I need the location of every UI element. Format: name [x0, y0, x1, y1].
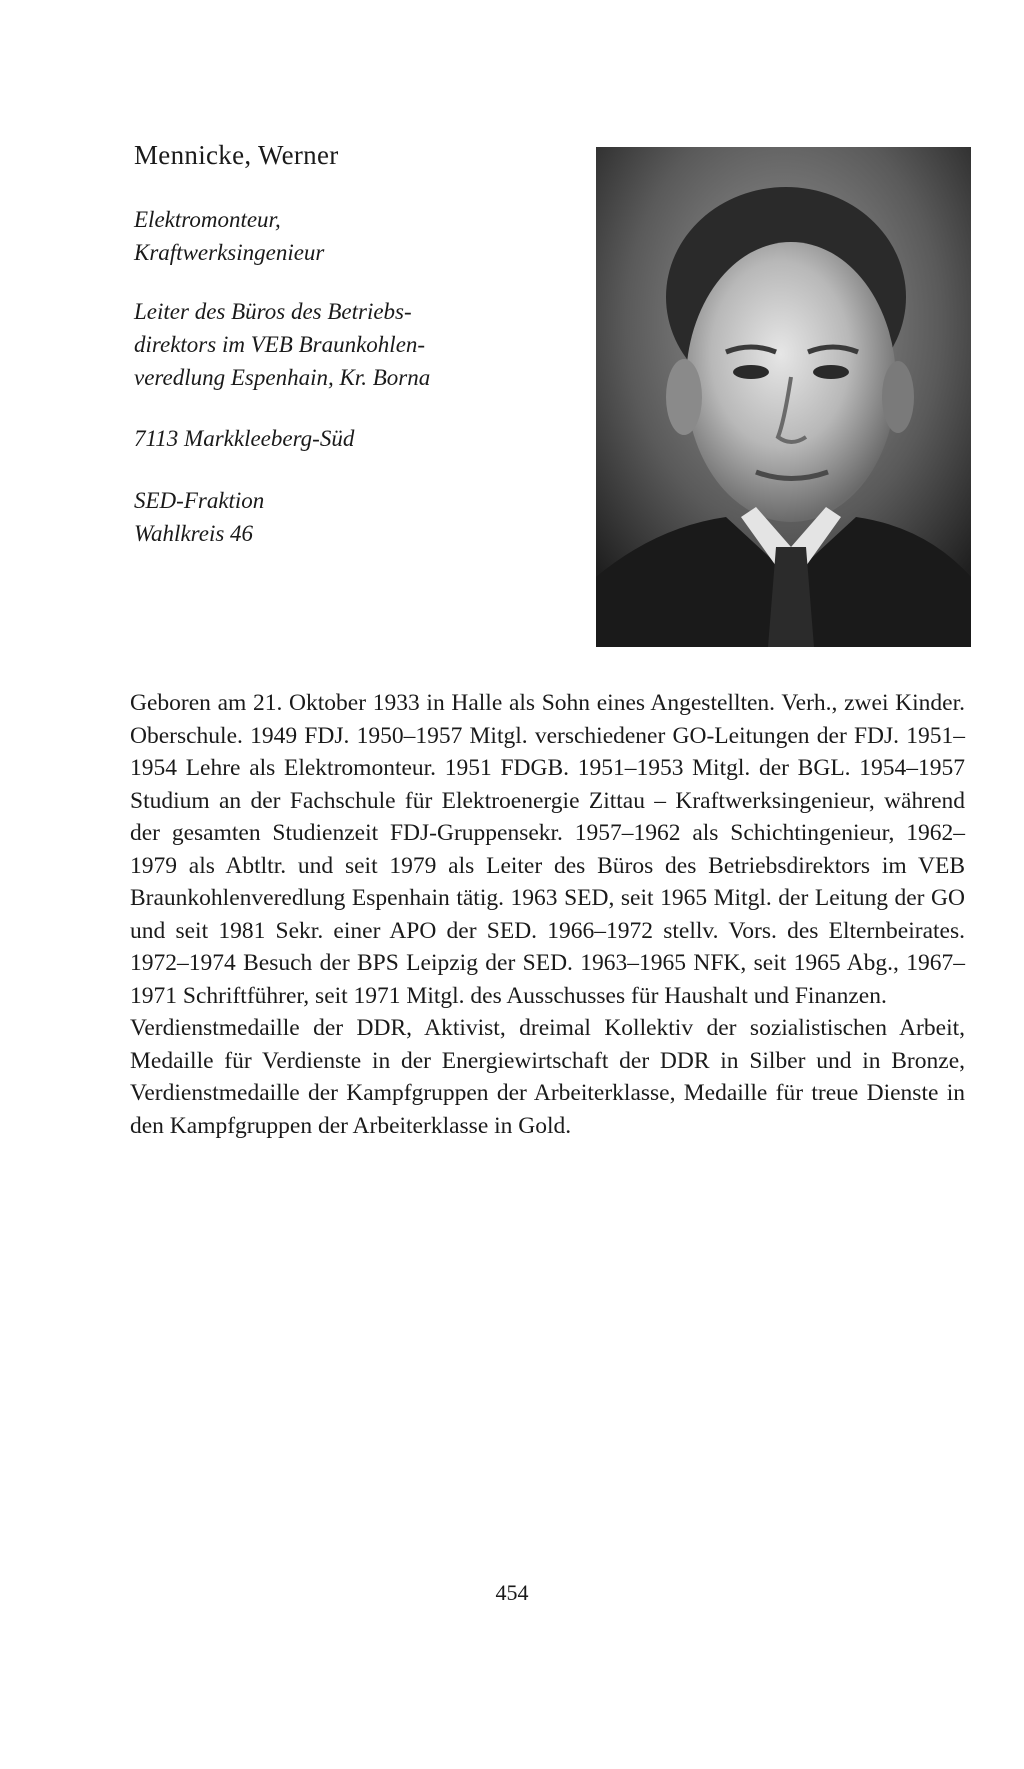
page-number: 454 — [495, 1580, 529, 1605]
address-line: 7113 Markkleeberg-Süd — [134, 426, 355, 451]
profession-block — [134, 203, 324, 269]
position-line: veredlung Espenhain, Kr. Borna — [134, 365, 431, 390]
portrait-photo — [596, 147, 971, 647]
biography — [130, 687, 965, 1142]
profession-line: Elektromonteur, — [134, 207, 281, 232]
position-line: Leiter des Büros des Betriebs- — [134, 299, 412, 324]
position-line: direktors im VEB Braunkohlen- — [134, 332, 426, 357]
position-block — [134, 295, 430, 394]
entry-name: Mennicke, Werner — [134, 140, 339, 170]
profession-line: Kraftwerksingenieur — [134, 240, 325, 265]
address — [134, 422, 354, 455]
faction-block — [134, 484, 264, 550]
biography-paragraph: Geboren am 21. Oktober 1933 in Halle als Sohn eines Angestellten. Verh., zwei Kinder. Oberschule. 1949 FDJ. 1950–1957 Mitgl. verschiedener GO-Leitungen der FDJ. 1951–1954 Lehre als Elektromonteur. 1951 FDGB. 1951–1953 Mitgl. der BGL. 1954–1957 Studium an der Fachschule für Elektroenergie Zittau – Kraftwerksingenieur, während der gesamten Studienzeit FDJ-Gruppensekr. 1957–1962 als Schichtingenieur, 1962–1979 als Abtltr. und seit 1979 als Leiter des Büros des Betriebsdirektors im VEB Braunkohlenveredlung Espenhain tätig. 1963 SED, seit 1965 Mitgl. der Leitung der GO und seit 1981 Sekr. einer APO der SED. 1966–1972 stellv. Vors. des Elternbeirates. 1972–1974 Besuch der BPS Leipzig der SED. 1963–1965 NFK, seit 1965 Abg., 1967–1971 Schriftführer, seit 1971 Mitgl. des Ausschusses für Haushalt und Finanzen. — [130, 690, 965, 1009]
constituency: Wahlkreis 46 — [134, 521, 254, 546]
awards-paragraph: Verdienstmedaille der DDR, Aktivist, dreimal Kollektiv der sozialistischen Arbeit, Medaille für Verdienste in der Energiewirtschaft der DDR in Silber und in Bronze, Verdienstmedaille der Kampfgruppen der Arbeiterklasse, Medaille für treue Dienste in den Kampfgruppen der Arbeiterklasse in Gold. — [130, 1015, 965, 1139]
faction: SED-Fraktion — [134, 488, 265, 513]
